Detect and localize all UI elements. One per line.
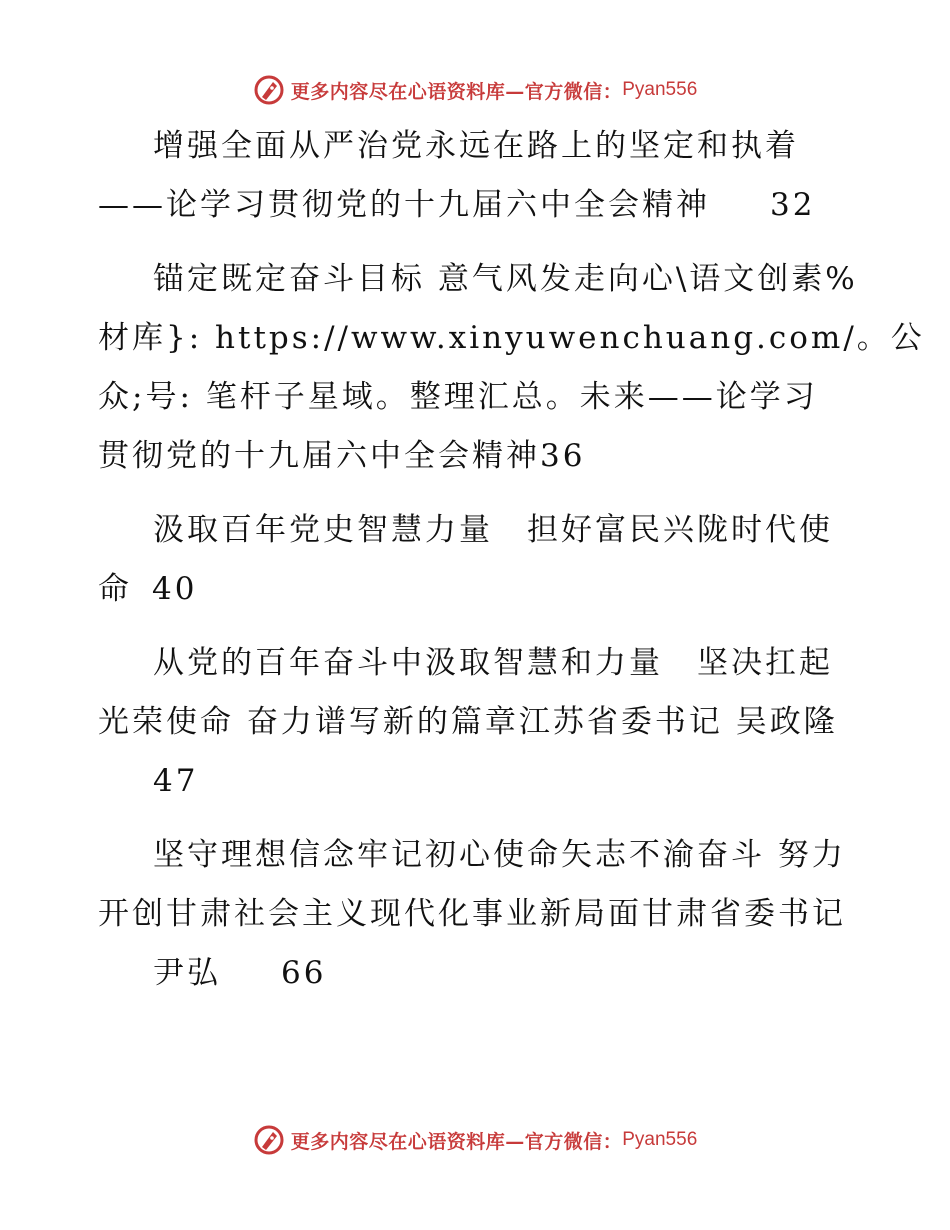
toc-entry-line: 从党的百年奋斗中汲取智慧和力量 坚决扛起 xyxy=(153,645,833,681)
toc-entry-line xyxy=(98,427,858,486)
toc-entry-line-text: ——论学习贯彻党的十九届六中全会精神 xyxy=(98,187,710,223)
toc-entry-line xyxy=(98,944,858,1003)
toc-page-number: 40 xyxy=(152,571,198,607)
pen-nib-logo-icon xyxy=(253,1124,285,1156)
banner-text: 更多内容尽在心语资料库—官方微信： xyxy=(290,80,623,103)
toc-entry-line: 光荣使命 奋力谱写新的篇章江苏省委书记 吴政隆 xyxy=(98,704,838,740)
footer-watermark-banner xyxy=(0,1120,950,1160)
toc-page-number: 47 xyxy=(153,763,199,799)
toc-page-number: 36 xyxy=(540,438,586,474)
toc-entry-line: 众;号: 笔杆子星域。整理汇总。未来——论学习 xyxy=(98,379,818,415)
toc-entry-line: 坚守理想信念牢记初心使命矢志不渝奋斗 努力 xyxy=(153,837,846,873)
banner-wechat-id: Pyan556 xyxy=(622,1129,698,1150)
toc-entry-line: 锚定既定奋斗目标 意气风发走向心\语文创素% xyxy=(153,261,858,297)
toc-entry-line xyxy=(98,176,858,235)
toc-entry-line: 汲取百年党史智慧力量 担好富民兴陇时代使 xyxy=(153,512,833,548)
toc-entry-line-text: 尹弘 xyxy=(153,955,221,991)
toc-entry xyxy=(98,501,858,619)
toc-entry-line-text: 命 xyxy=(98,571,132,607)
toc-page-number: 32 xyxy=(770,187,816,223)
pen-nib-logo-icon xyxy=(253,74,285,106)
toc-entry xyxy=(98,634,858,811)
toc-entry xyxy=(98,250,925,486)
toc-entry-line: 材库}: https://www.xinyuwenchuang.com/。公 xyxy=(98,320,925,356)
toc-entry xyxy=(98,117,858,235)
header-watermark-banner xyxy=(0,70,950,110)
toc-entry-line xyxy=(98,560,858,619)
toc-entry-line: 开创甘肃社会主义现代化事业新局面甘肃省委书记 xyxy=(98,896,846,932)
toc-page-number: 66 xyxy=(281,955,327,991)
banner-text: 更多内容尽在心语资料库—官方微信： xyxy=(290,1130,623,1153)
toc-entry-line-text: 贯彻党的十九届六中全会精神 xyxy=(98,438,540,474)
toc-entry-line: 增强全面从严治党永远在路上的坚定和执着 xyxy=(153,128,799,164)
toc-entry xyxy=(98,826,858,1003)
toc-list xyxy=(98,117,925,1018)
banner-wechat-id: Pyan556 xyxy=(622,79,698,100)
